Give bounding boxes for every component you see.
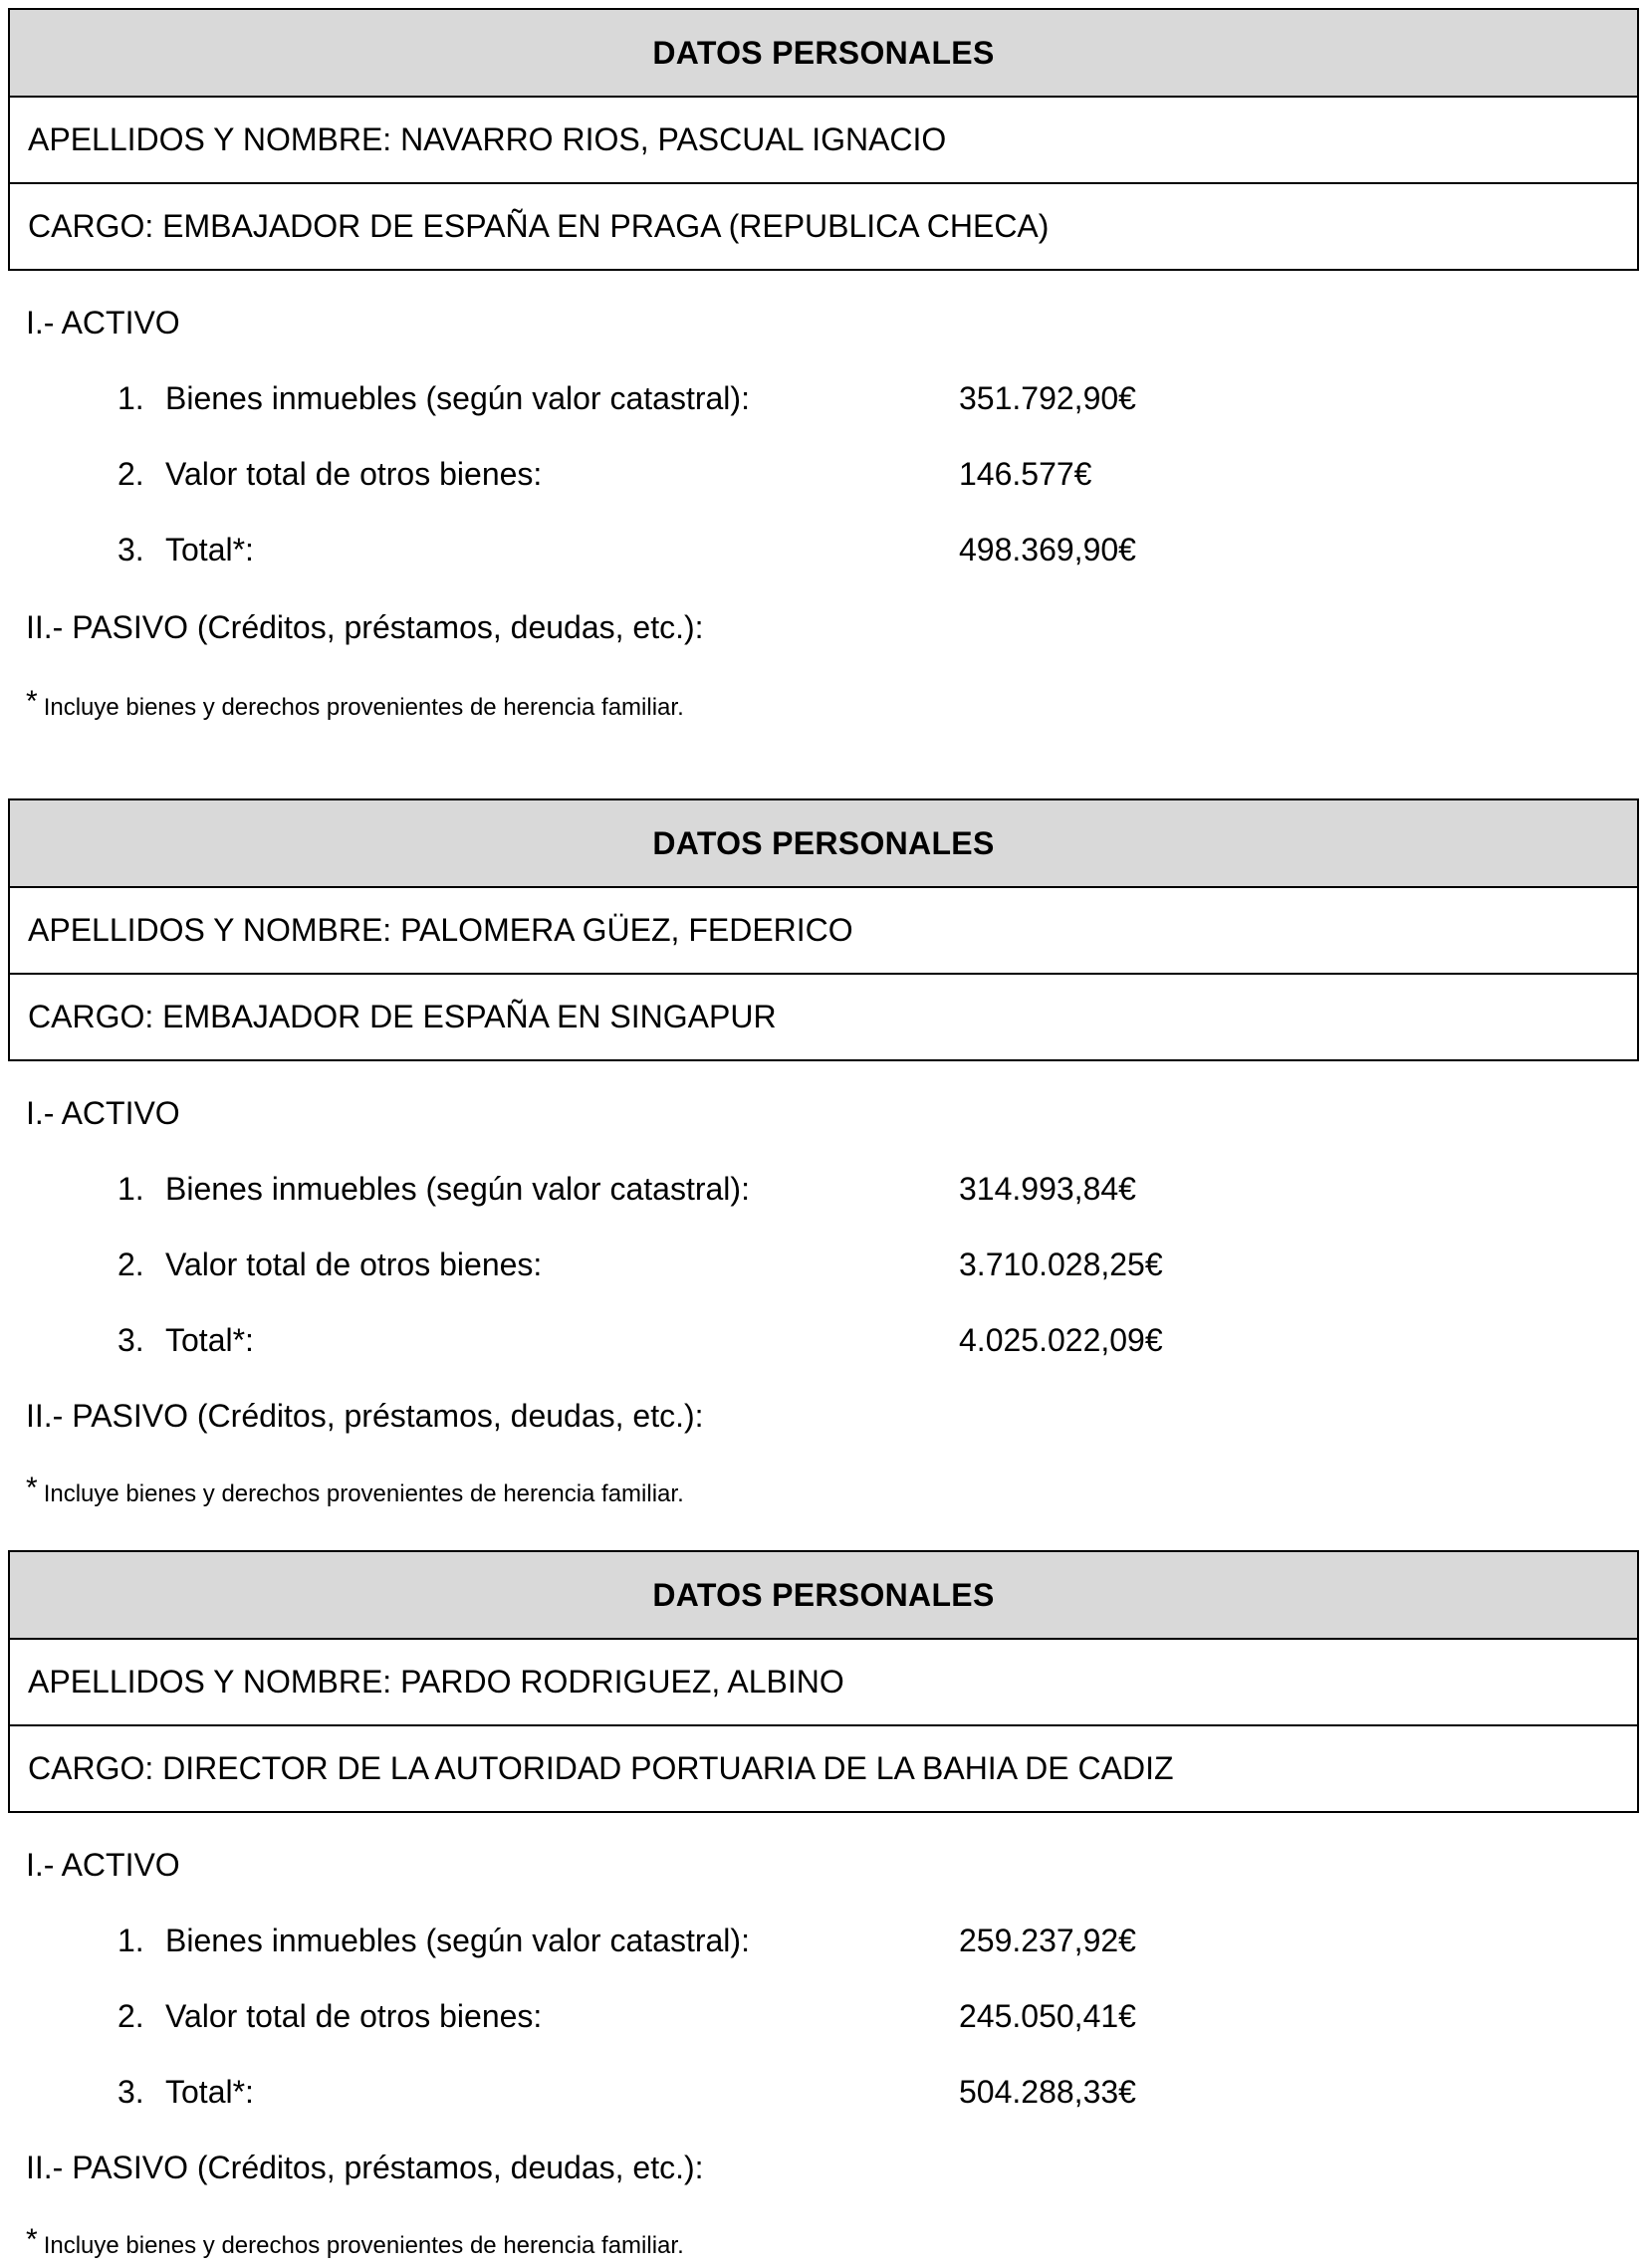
activo-heading: I.- ACTIVO xyxy=(26,1847,180,1883)
item-value: 259.237,92€ xyxy=(959,1923,1136,1958)
pasivo-heading: II.- PASIVO (Créditos, préstamos, deudas, etc.): xyxy=(26,1398,704,1434)
personal-data-header: DATOS PERSONALES xyxy=(10,10,1637,98)
activo-heading: I.- ACTIVO xyxy=(26,305,180,340)
footnote xyxy=(26,2223,684,2261)
item-number: 3. xyxy=(118,2074,144,2110)
item-number: 1. xyxy=(118,380,144,416)
item-value: 498.369,90€ xyxy=(959,532,1136,567)
footnote-text: Incluye bienes y derechos provenientes de herencia familiar. xyxy=(43,2232,684,2259)
personal-data-box xyxy=(8,8,1639,271)
item-value: 146.577€ xyxy=(959,456,1092,492)
footnote-mark: * xyxy=(26,685,38,718)
item-label: Bienes inmuebles (según valor catastral): xyxy=(165,1923,750,1958)
item-value: 245.050,41€ xyxy=(959,1998,1136,2034)
item-number: 1. xyxy=(118,1923,144,1958)
item-label: Valor total de otros bienes: xyxy=(165,1998,543,2034)
footnote-mark: * xyxy=(26,2223,38,2256)
footnote-text: Incluye bienes y derechos provenientes de herencia familiar. xyxy=(43,694,684,721)
activo-heading: I.- ACTIVO xyxy=(26,1095,180,1131)
item-number: 2. xyxy=(118,456,144,492)
item-number: 2. xyxy=(118,1998,144,2034)
footnote xyxy=(26,1472,684,1509)
item-label: Valor total de otros bienes: xyxy=(165,456,543,492)
footnote xyxy=(26,685,684,723)
item-value: 351.792,90€ xyxy=(959,380,1136,416)
item-value: 504.288,33€ xyxy=(959,2074,1136,2110)
personal-data-header: DATOS PERSONALES xyxy=(10,800,1637,888)
item-value: 314.993,84€ xyxy=(959,1171,1136,1207)
cargo-row: CARGO: DIRECTOR DE LA AUTORIDAD PORTUARIA DE LA BAHIA DE CADIZ xyxy=(28,1750,1174,1786)
footnote-text: Incluye bienes y derechos provenientes de herencia familiar. xyxy=(43,1480,684,1507)
item-label: Bienes inmuebles (según valor catastral): xyxy=(165,380,750,416)
item-number: 3. xyxy=(118,532,144,567)
cargo-row: CARGO: EMBAJADOR DE ESPAÑA EN PRAGA (REPUBLICA CHECA) xyxy=(28,208,1050,244)
item-value: 3.710.028,25€ xyxy=(959,1247,1163,1282)
pasivo-heading: II.- PASIVO (Créditos, préstamos, deudas, etc.): xyxy=(26,2150,704,2185)
personal-data-box xyxy=(8,798,1639,1061)
name-row: APELLIDOS Y NOMBRE: PALOMERA GÜEZ, FEDERICO xyxy=(10,888,1637,975)
pasivo-heading: II.- PASIVO (Créditos, préstamos, deudas, etc.): xyxy=(26,609,704,645)
item-value: 4.025.022,09€ xyxy=(959,1322,1163,1358)
item-label: Total*: xyxy=(165,2074,254,2110)
item-label: Total*: xyxy=(165,532,254,567)
item-number: 1. xyxy=(118,1171,144,1207)
personal-data-header: DATOS PERSONALES xyxy=(10,1552,1637,1640)
item-number: 3. xyxy=(118,1322,144,1358)
personal-data-box xyxy=(8,1550,1639,1813)
item-label: Total*: xyxy=(165,1322,254,1358)
item-label: Bienes inmuebles (según valor catastral): xyxy=(165,1171,750,1207)
footnote-mark: * xyxy=(26,1472,38,1504)
item-number: 2. xyxy=(118,1247,144,1282)
item-label: Valor total de otros bienes: xyxy=(165,1247,543,1282)
name-row: APELLIDOS Y NOMBRE: PARDO RODRIGUEZ, ALBINO xyxy=(10,1640,1637,1726)
cargo-row: CARGO: EMBAJADOR DE ESPAÑA EN SINGAPUR xyxy=(28,999,777,1034)
name-row: APELLIDOS Y NOMBRE: NAVARRO RIOS, PASCUAL IGNACIO xyxy=(10,98,1637,184)
